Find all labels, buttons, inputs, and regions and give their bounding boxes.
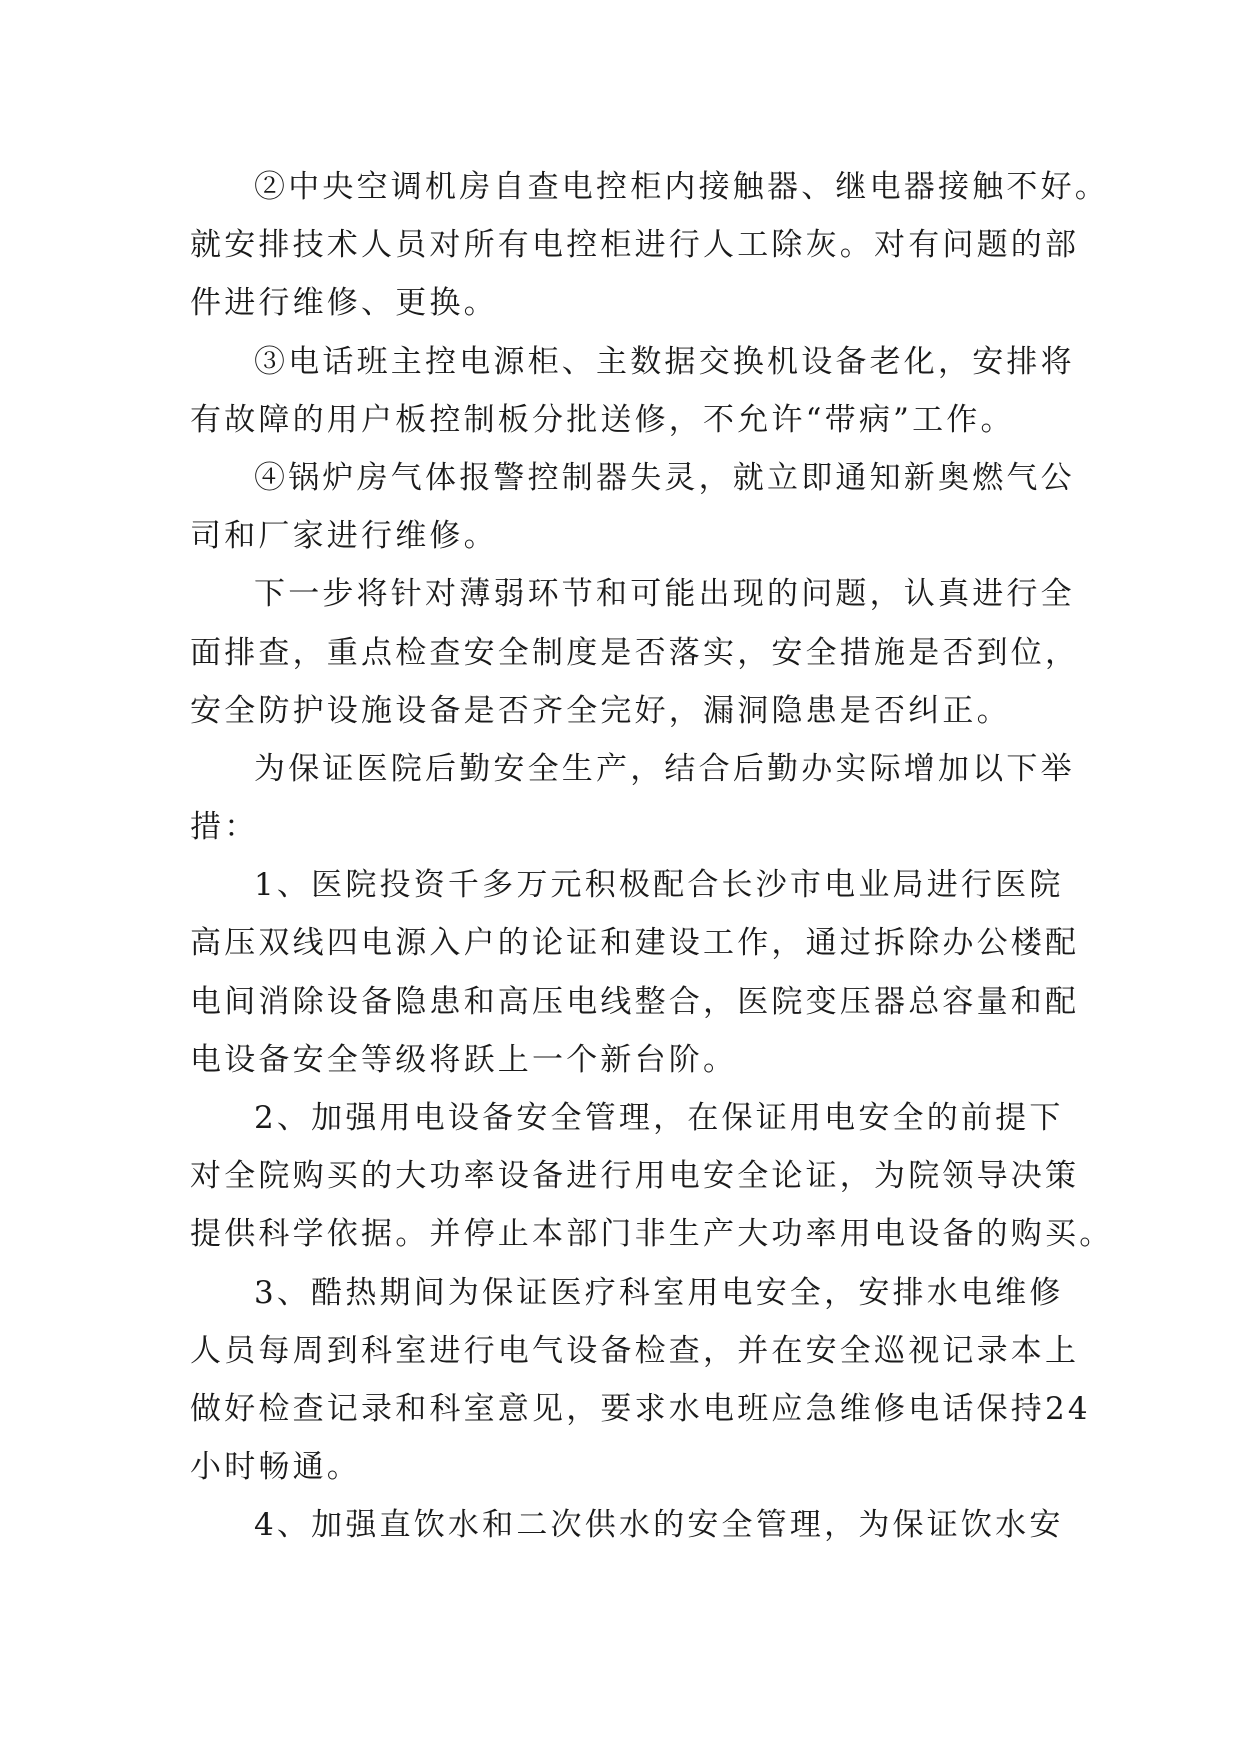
text-line: 电设备安全等级将跃上一个新台阶。 xyxy=(190,1041,738,1078)
paragraph-central-ac xyxy=(190,158,1109,333)
paragraph-measure-3 xyxy=(190,1264,1090,1497)
text-line: ③电话班主控电源柜、主数据交换机设备老化，安排将 xyxy=(254,343,1075,380)
paragraph-next-step xyxy=(190,565,1090,740)
text-line: 对全院购买的大功率设备进行用电安全论证，为院领导决策 xyxy=(190,1158,1080,1195)
text-line: 电间消除设备隐患和高压电线整合，医院变压器总容量和配 xyxy=(190,983,1080,1020)
text-line: 面排查，重点检查安全制度是否落实，安全措施是否到位， xyxy=(190,634,1080,671)
text-line: ④锅炉房气体报警控制器失灵，就立即通知新奥燃气公 xyxy=(254,459,1075,496)
text-line: ②中央空调机房自查电控柜内接触器、继电器接触不好。 xyxy=(254,169,1109,205)
text-line: 件进行维修、更换。 xyxy=(190,285,498,322)
text-line: 人员每周到科室进行电气设备检查，并在安全巡视记录本上 xyxy=(190,1332,1080,1369)
document-body xyxy=(190,158,1114,1555)
text-line: 2、加强用电设备安全管理，在保证用电安全的前提下 xyxy=(254,1100,1064,1136)
text-line: 司和厂家进行维修。 xyxy=(190,518,498,555)
text-line: 措： xyxy=(190,809,259,846)
text-line: 就安排技术人员对所有电控柜进行人工除灰。对有问题的部 xyxy=(190,227,1080,264)
text-line: 提供科学依据。并停止本部门非生产大功率用电设备的购买。 xyxy=(190,1216,1114,1253)
text-line: 3、酷热期间为保证医疗科室用电安全，安排水电维修 xyxy=(254,1274,1064,1311)
paragraph-measure-4 xyxy=(190,1496,1090,1554)
text-line: 4、加强直饮水和二次供水的安全管理，为保证饮水安 xyxy=(254,1507,1064,1544)
paragraph-boiler xyxy=(190,449,1090,565)
text-line: 安全防护设施设备是否齐全完好，漏洞隐患是否纠正。 xyxy=(190,692,1011,729)
text-line: 1、医院投资千多万元积极配合长沙市电业局进行医院 xyxy=(254,867,1064,904)
paragraph-measures-intro xyxy=(190,740,1090,856)
paragraph-measure-2 xyxy=(190,1089,1114,1264)
text-line: 为保证医院后勤安全生产，结合后勤办实际增加以下举 xyxy=(254,750,1075,787)
text-line: 小时畅通。 xyxy=(190,1449,361,1486)
text-line: 下一步将针对薄弱环节和可能出现的问题，认真进行全 xyxy=(254,576,1075,613)
text-line: 有故障的用户板控制板分批送修，不允许“带病”工作。 xyxy=(190,401,1015,438)
paragraph-telephone xyxy=(190,333,1090,449)
paragraph-measure-1 xyxy=(190,856,1090,1089)
text-line: 做好检查记录和科室意见，要求水电班应急维修电话保持24 xyxy=(190,1390,1091,1427)
text-line: 高压双线四电源入户的论证和建设工作，通过拆除办公楼配 xyxy=(190,925,1080,962)
